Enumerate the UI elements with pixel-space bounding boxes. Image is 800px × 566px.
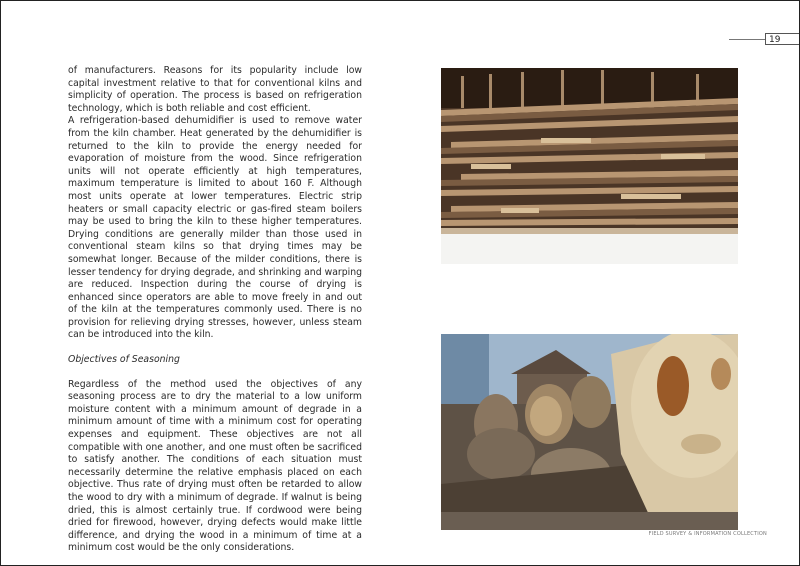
paragraph-objectives: Regardless of the method used the objectives of any seasoning process are to dry the material to a low uniform moisture content with a minimum amount of degrade in a minimum amount of time with a minimum cost for operating expenses and equipment. These objectives are not all compatible with one another, and one must often be sacrificed to satisfy another. The conditions of each situation must necessarily determine the relative emphasis placed on each objective. Thus rate of drying must often be retarded to allow the wood to dry with a minimum of degrade. If walnut is being dried, this is almost certainly true. If cordwood were being dried for firewood, however, drying defects would make little difference, and drying the wood in a minimum of time at a minimum cost would be the only considerations. (68, 378, 362, 554)
spacer (68, 367, 362, 379)
spacer (68, 342, 362, 354)
section-heading: Objectives of Seasoning (68, 354, 180, 366)
text-column (68, 65, 362, 555)
photo-logs (441, 334, 738, 530)
page-number-rule (729, 39, 765, 40)
page-number: 19 (765, 33, 799, 45)
photo-stacked-timber (441, 68, 738, 264)
paragraph-dehumidifier: A refrigeration-based dehumidifier is used to remove water from the kiln chamber. Heat generated by the dehumidifier is returned to the kiln to provide the energy needed for evaporation of moisture from the wood. Since refrigeration units will not operate efficiently at high temperatures, maximum temperature is limited to about 160 F. Although most units operate at lower temperatures. Electric strip heaters or small capacity electric or gas-fired steam boilers may be used to bring the kiln to these higher temperatures. Drying conditions are generally milder than those used in conventional steam kilns so that drying times may be somewhat longer. Because of the milder conditions, there is lesser tendency for drying degrade, and shrinking and warping are reduced. Inspection during the course of drying is enhanced since operators are able to move freely in and out of the kiln at the temperatures commonly used. There is no provision for relieving drying stresses, however, unless steam can be introduced into the kiln. (68, 115, 362, 341)
footer-text: FIELD SURVEY & INFORMATION COLLECTION (648, 531, 767, 537)
paragraph-intro: of manufacturers. Reasons for its popularity include low capital investment relative to that for conventional kilns and simplicity of operation. The process is based on refrigeration technology, which is both reliable and cost efficient. (68, 65, 362, 114)
